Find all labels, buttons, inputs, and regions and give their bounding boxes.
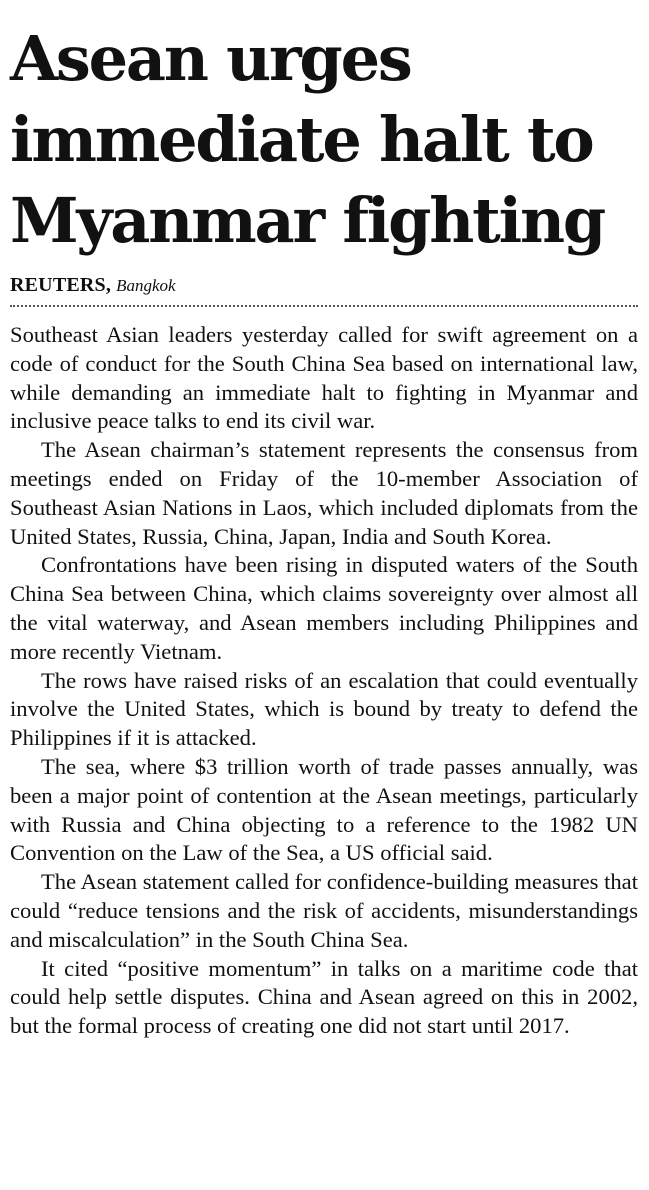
paragraph: Confrontations have been rising in disputed waters of the South China Sea between China, which claims sovereignty over almost all the vital waterway, and Asean members including Philippines and more recently Vietnam. bbox=[10, 552, 638, 664]
paragraph: The sea, where $3 trillion worth of trade passes annually, was been a major point of contention at the Asean meetings, particularly with Russia and China objecting to a reference to the 1982 UN Convention on the Law of the Sea, a US official said. bbox=[10, 753, 638, 866]
paragraph: Southeast Asian leaders yesterday called for swift agreement on a code of conduct for the South China Sea based on international law, while demanding an immediate halt to fighting in Myanmar and inclusive peace talks to end its civil war. bbox=[10, 322, 638, 434]
paragraph: The rows have raised risks of an escalation that could eventually involve the United States, which is bound by treaty to defend the Philippines if it is attacked. bbox=[10, 667, 638, 751]
headline: Asean urges immediate halt to Myanmar fighting bbox=[10, 22, 605, 257]
paragraph: It cited “positive momentum” in talks on a maritime code that could help settle disputes. China and Asean agreed on this in 2002, but the formal process of creating one did not start until 2017. bbox=[10, 955, 638, 1039]
paragraph: The Asean statement called for confidence-building measures that could “reduce tensions and the risk of accidents, misunderstandings and miscalculation” in the South China Sea. bbox=[10, 869, 638, 952]
news-article bbox=[10, 0, 638, 1041]
article-body bbox=[10, 321, 638, 1041]
paragraph: The Asean chairman’s statement represents the consensus from meetings ended on Friday of the 10-member Association of Southeast Asian Nations in Laos, which included diplomats from the United States, Russia, China, Japan, India and South Korea. bbox=[10, 437, 638, 549]
byline bbox=[10, 273, 638, 298]
dotted-divider bbox=[10, 305, 638, 307]
byline-agency: REUTERS, bbox=[10, 274, 112, 296]
byline-location: Bangkok bbox=[116, 276, 176, 295]
